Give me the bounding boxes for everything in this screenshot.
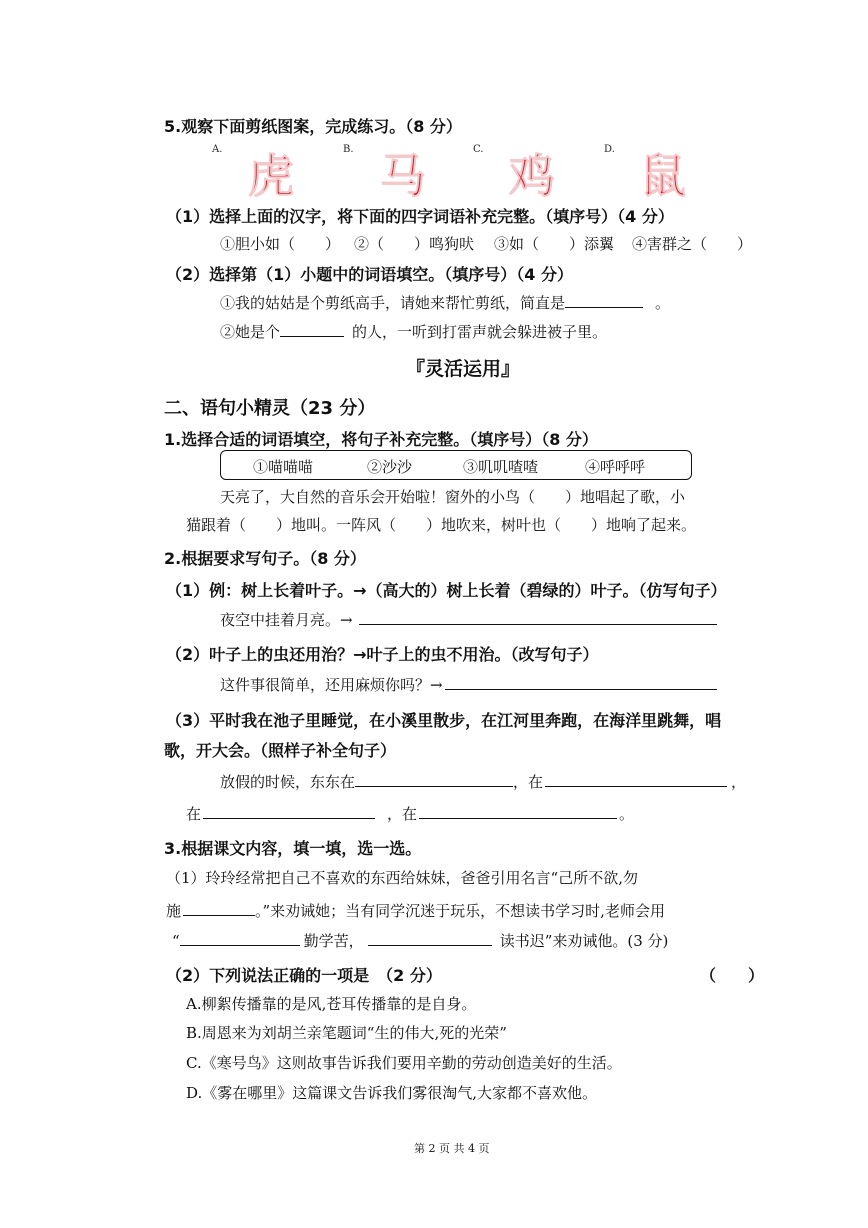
q3-2-answer-paren[interactable]: （ ）	[700, 966, 765, 985]
q3-1-line2: 施 。”来劝诫她；当有同学沉迷于玩乐，不想读书学习时,老师会用	[166, 902, 665, 920]
q2-title: 2.根据要求写句子。（8 分）	[164, 549, 366, 568]
q3-1-line1: （1）玲玲经常把自己不喜欢的东西给妹妹，爸爸引用名言“己所不欲,勿	[166, 869, 638, 887]
q1-title: 1.选择合适的词语填空，将句子补充完整。（填序号）（8 分）	[164, 430, 598, 449]
answer-blank[interactable]	[359, 623, 717, 625]
q5-title: 5.观察下面剪纸图案，完成练习。（8 分）	[164, 117, 462, 136]
page-footer: 第 2 页 共 4 页	[414, 1142, 490, 1155]
answer-blank[interactable]	[355, 785, 513, 787]
answer-blank[interactable]	[280, 335, 344, 337]
q2-3-prompt-line2: 歌，开大会。（照样子补全句子）	[164, 741, 397, 760]
idiom-item-1: ①胆小如（ ）	[220, 235, 341, 253]
answer-blank[interactable]	[203, 817, 375, 819]
q5-sub2: （2）选择第（1）小题中的词语填空。（填序号）（4 分）	[166, 265, 573, 284]
word-box	[220, 450, 692, 480]
answer-blank[interactable]	[183, 914, 255, 916]
papercut-rooster-glyph: 鸡	[509, 150, 555, 198]
word-option-2: ②沙沙	[367, 458, 413, 476]
q2-2-answer-line: 这件事很简单，还用麻烦你吗？→	[220, 674, 717, 695]
q2-3-prompt-line1: （3）平时我在池子里睡觉，在小溪里散步，在江河里奔跑，在海洋里跳舞，唱	[166, 711, 722, 730]
section-banner: 『灵活运用』	[406, 358, 521, 380]
q5-sub2-line1: ①我的姑姑是个剪纸高手，请她来帮忙剪纸，简直是 。	[220, 294, 671, 312]
q3-2-option-d[interactable]: D.《雾在哪里》这篇课文告诉我们雾很淘气,大家都不喜欢他。	[186, 1084, 598, 1102]
q2-1-prompt: （1）例：树上长着叶子。→（高大的）树上长着（碧绿的）叶子。（仿写句子）	[166, 581, 727, 600]
answer-blank[interactable]	[368, 944, 492, 946]
papercut-tiger-glyph: 虎	[248, 150, 294, 198]
idiom-item-3: ③如（ ）添翼	[494, 235, 615, 253]
answer-blank[interactable]	[545, 785, 727, 787]
papercut-tiger-image	[238, 150, 304, 198]
q5-sub1-items	[220, 233, 752, 254]
papercut-mouse-image	[628, 150, 698, 198]
q3-title: 3.根据课文内容，填一填，选一选。	[164, 839, 422, 858]
idiom-item-2: ②（ ）鸣狗吠	[354, 235, 475, 253]
q3-2-option-b[interactable]: B.周恩来为刘胡兰亲笔题词“生的伟大,死的光荣”	[186, 1024, 507, 1042]
q2-1-answer-line: 夜空中挂着月亮。→	[220, 609, 717, 630]
q3-2-option-c[interactable]: C.《寒号鸟》这则故事告诉我们要用辛勤的劳动创造美好的生活。	[186, 1054, 622, 1072]
option-b-label: B.	[343, 144, 354, 155]
q5-sub1: （1）选择上面的汉字，将下面的四字词语补充完整。（填序号）（4 分）	[166, 207, 674, 226]
q2-3-answer-line1: 放假的时候，东东在 ，在 ，	[220, 773, 747, 791]
q3-2-prompt: （2）下列说法正确的一项是 （2 分）	[166, 966, 442, 985]
answer-blank[interactable]	[565, 306, 643, 308]
word-option-1: ①喵喵喵	[253, 458, 314, 476]
option-c-label: C.	[473, 144, 484, 155]
q1-passage-line2: 猫跟着（ ）地叫。一阵风（ ）地吹来，树叶也（ ）地响了起来。	[186, 516, 697, 534]
idiom-item-4: ④害群之（ ）	[632, 235, 753, 253]
q2-2-prompt: （2）叶子上的虫还用治？→叶子上的虫不用治。（改写句子）	[166, 645, 599, 664]
q5-sub2-line2: ②她是个 的人，一听到打雷声就会躲进被子里。	[220, 323, 608, 341]
answer-blank[interactable]	[180, 944, 300, 946]
q3-1-line3: “ 勤学苦， 读书迟”来劝诫他。(3 分)	[172, 932, 669, 950]
section2-title: 二、语句小精灵（23 分）	[164, 398, 376, 419]
papercut-rooster-image	[497, 150, 567, 198]
option-d-label: D.	[604, 144, 615, 155]
q1-passage-line1: 天亮了，大自然的音乐会开始啦！窗外的小鸟（ ）地唱起了歌，小	[220, 488, 686, 506]
answer-blank[interactable]	[445, 688, 717, 690]
word-option-4: ④呼呼呼	[585, 458, 646, 476]
papercut-horse-glyph: 马	[380, 150, 426, 198]
option-a-label: A.	[212, 144, 223, 155]
answer-blank[interactable]	[419, 817, 617, 819]
q3-2-option-a[interactable]: A.柳絮传播靠的是风,苍耳传播靠的是自身。	[186, 995, 477, 1013]
papercut-mouse-glyph: 鼠	[640, 150, 686, 198]
q2-3-answer-line2: 在 ，在 。	[186, 805, 635, 823]
papercut-horse-image	[368, 150, 438, 198]
word-option-3: ③叽叽喳喳	[463, 458, 539, 476]
